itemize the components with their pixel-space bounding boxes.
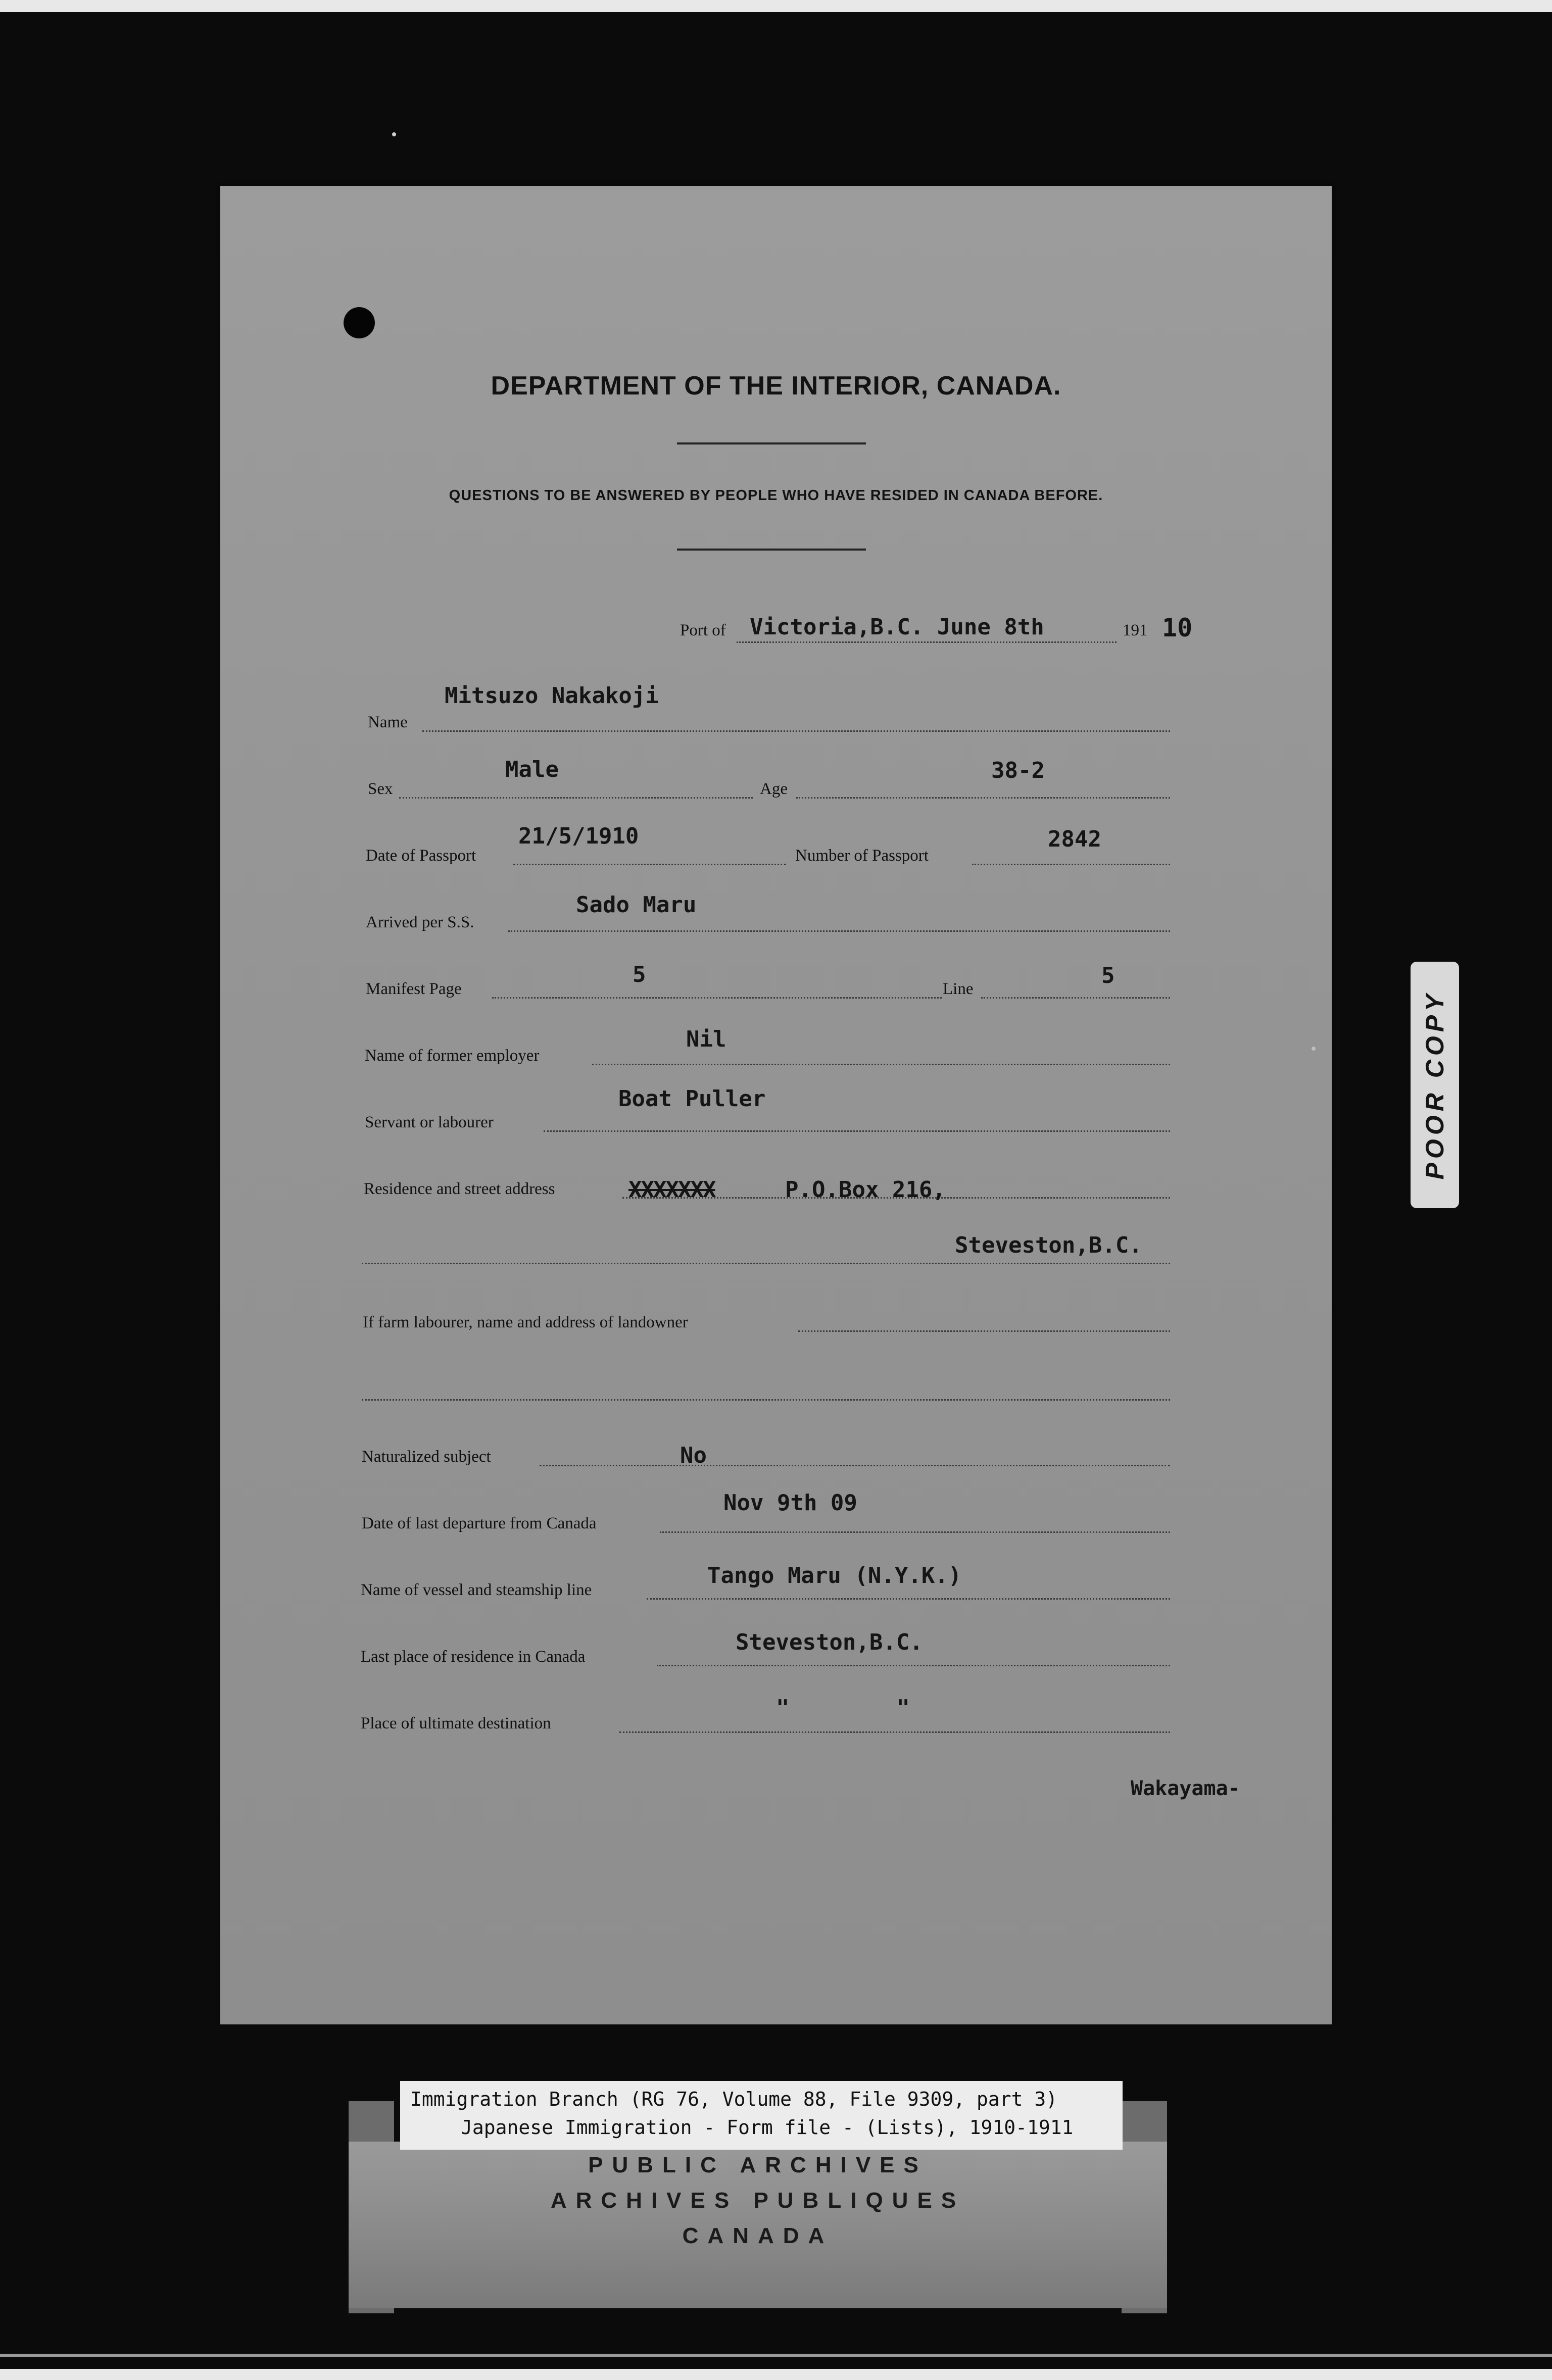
date-of-passport-label: Date of Passport bbox=[366, 847, 476, 865]
ultimate-destination-line bbox=[619, 1731, 1170, 1733]
farm-labourer-line bbox=[798, 1330, 1170, 1332]
reference-label bbox=[400, 2081, 1123, 2150]
last-residence-line bbox=[657, 1665, 1170, 1666]
manifest-page-label: Manifest Page bbox=[366, 980, 462, 998]
film-frame-top bbox=[0, 0, 1552, 12]
ultimate-destination-value: " " bbox=[776, 1695, 910, 1721]
line-value: 5 bbox=[1101, 963, 1115, 988]
port-line bbox=[737, 641, 1117, 643]
poor-copy-text: POOR COPY bbox=[1421, 990, 1449, 1180]
film-frame-bottom bbox=[0, 2369, 1552, 2380]
former-employer-value: Nil bbox=[686, 1026, 726, 1052]
date-of-passport-value: 21/5/1910 bbox=[518, 823, 639, 849]
manifest-page-line bbox=[492, 997, 942, 999]
year-suffix: 10 bbox=[1162, 613, 1193, 642]
reference-line-2: Japanese Immigration - Form file - (Lists), 1910-1911 bbox=[461, 2116, 1074, 2139]
number-of-passport-label: Number of Passport bbox=[795, 847, 929, 865]
age-label: Age bbox=[760, 780, 788, 798]
date-of-passport-line bbox=[513, 864, 786, 865]
ultimate-destination-label: Place of ultimate destination bbox=[361, 1714, 551, 1732]
manifest-page-value: 5 bbox=[633, 962, 646, 987]
port-label: Port of bbox=[680, 621, 726, 639]
sex-value: Male bbox=[505, 757, 559, 782]
port-value: Victoria,B.C. June 8th bbox=[750, 614, 1044, 640]
residence-value-line2: Steveston,B.C. bbox=[955, 1232, 1142, 1258]
reference-line-1: Immigration Branch (RG 76, Volume 88, File 9309, part 3) bbox=[410, 2088, 1058, 2110]
residence-line-2 bbox=[362, 1263, 1170, 1264]
last-residence-label: Last place of residence in Canada bbox=[361, 1648, 586, 1666]
naturalized-subject-label: Naturalized subject bbox=[362, 1448, 491, 1466]
name-value: Mitsuzo Nakakoji bbox=[445, 683, 659, 709]
year-prefix: 191 bbox=[1123, 621, 1148, 639]
arrived-per-ss-label: Arrived per S.S. bbox=[366, 913, 474, 931]
age-line bbox=[796, 797, 1170, 799]
number-of-passport-value: 2842 bbox=[1048, 826, 1101, 852]
age-value: 38-2 bbox=[991, 758, 1045, 783]
sex-line bbox=[399, 797, 753, 799]
poor-copy-stamp bbox=[1411, 962, 1459, 1208]
residence-label: Residence and street address bbox=[364, 1180, 555, 1198]
line-line bbox=[981, 997, 1170, 999]
former-employer-label: Name of former employer bbox=[365, 1047, 540, 1065]
name-label: Name bbox=[368, 713, 408, 731]
residence-value-line1: P.O.Box 216, bbox=[785, 1177, 946, 1203]
title-rule-bottom bbox=[677, 549, 866, 551]
servant-or-labourer-value: Boat Puller bbox=[618, 1086, 766, 1112]
date-last-departure-line bbox=[660, 1531, 1170, 1533]
arrived-per-ss-line bbox=[508, 930, 1170, 932]
archives-line-2: ARCHIVES PUBLIQUES bbox=[550, 2188, 965, 2213]
title-rule-top bbox=[677, 442, 866, 444]
film-speck-2 bbox=[1312, 1047, 1316, 1051]
date-last-departure-label: Date of last departure from Canada bbox=[362, 1514, 597, 1532]
film-speck bbox=[392, 132, 396, 136]
last-residence-value: Steveston,B.C. bbox=[736, 1629, 923, 1655]
footnote-wakayama: Wakayama- bbox=[1131, 1777, 1240, 1800]
film-frame-bottom-line bbox=[0, 2354, 1552, 2357]
form-subtitle: QUESTIONS TO BE ANSWERED BY PEOPLE WHO HAVE RESIDED IN CANADA BEFORE. bbox=[449, 487, 1103, 504]
vessel-line-line bbox=[647, 1598, 1170, 1600]
department-title: DEPARTMENT OF THE INTERIOR, CANADA. bbox=[491, 371, 1061, 401]
archives-line-3: CANADA bbox=[682, 2223, 834, 2248]
date-last-departure-value: Nov 9th 09 bbox=[723, 1490, 857, 1516]
naturalized-subject-value: No bbox=[680, 1443, 707, 1468]
farm-labourer-line-2 bbox=[362, 1399, 1170, 1401]
naturalized-subject-line bbox=[540, 1465, 1170, 1466]
archives-line-1: PUBLIC ARCHIVES bbox=[588, 2153, 928, 2177]
vessel-line-label: Name of vessel and steamship line bbox=[361, 1581, 592, 1599]
servant-or-labourer-line bbox=[544, 1130, 1170, 1132]
sex-label: Sex bbox=[368, 780, 393, 798]
vessel-line-value: Tango Maru (N.Y.K.) bbox=[707, 1563, 962, 1589]
number-of-passport-line bbox=[972, 864, 1170, 865]
arrived-per-ss-value: Sado Maru bbox=[576, 892, 697, 918]
servant-or-labourer-label: Servant or labourer bbox=[365, 1113, 494, 1131]
residence-struck-value: XXXXXXX bbox=[628, 1177, 715, 1203]
line-label: Line bbox=[943, 980, 974, 998]
farm-labourer-label: If farm labourer, name and address of landowner bbox=[363, 1313, 688, 1331]
punch-hole bbox=[344, 307, 375, 338]
name-line bbox=[422, 730, 1170, 732]
former-employer-line bbox=[592, 1064, 1170, 1065]
form-sheet bbox=[220, 186, 1332, 2024]
